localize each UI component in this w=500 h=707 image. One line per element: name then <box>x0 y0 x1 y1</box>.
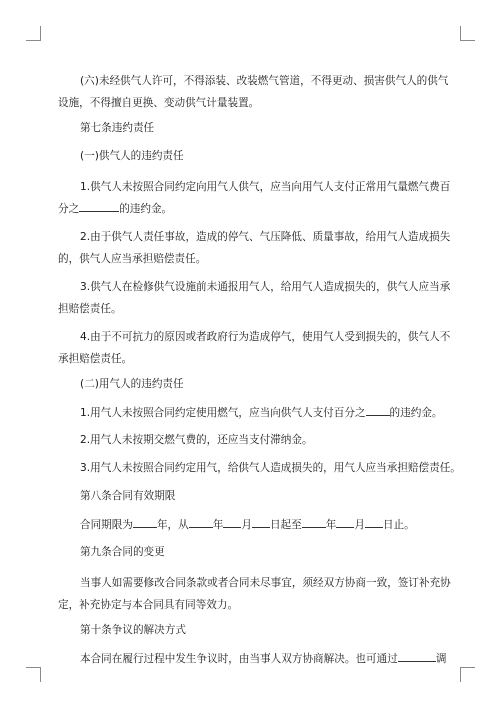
text-segment: 月 <box>241 519 252 531</box>
paragraph-no-tampering <box>58 70 449 114</box>
fill-blank <box>79 200 119 212</box>
fill-blank <box>398 650 436 662</box>
paragraph-line: 担赔偿责任。 <box>58 303 122 315</box>
paragraph-amendment <box>58 572 451 616</box>
fill-blank <box>223 516 241 528</box>
paragraph-contract-term <box>58 516 442 544</box>
paragraph-line: 设施，不得擅自更换、变动供气计量装置。 <box>58 97 260 109</box>
paragraph-line: 的，供气人应当承担赔偿责任。 <box>58 253 207 265</box>
fill-blank <box>133 516 157 528</box>
text-segment: 日止。 <box>382 519 415 531</box>
article-9-heading: 第九条合同的变更 <box>80 546 165 558</box>
text-segment: 的违约金。 <box>389 407 443 419</box>
article-7-heading: 第七条违约责任 <box>80 122 155 134</box>
crop-mark-top-right <box>460 26 475 41</box>
paragraph-line: 3.供气人在检修供气设施前未通报用气人，给用气人造成损失的，供气人应当承 <box>80 281 451 293</box>
fill-blank <box>252 516 270 528</box>
fill-blank <box>336 516 354 528</box>
text-segment: 月 <box>354 519 365 531</box>
fill-blank <box>366 404 390 416</box>
article-8-heading: 第八条合同有效期限 <box>80 490 176 502</box>
text-segment: 年，从 <box>156 519 189 531</box>
text-segment: 本合同在履行过程中发生争议时，由当事人双方协商解决。也可通过 <box>80 653 398 665</box>
paragraph-dispute <box>58 650 447 678</box>
crop-mark-bottom-left <box>26 667 41 682</box>
crop-mark-bottom-right <box>460 667 475 682</box>
supplier-liability-heading: (一)供气人的违约责任 <box>80 150 184 162</box>
paragraph-line: (六)未经供气人许可，不得添装、改装燃气管道，不得更动、损害供气人的供气 <box>80 75 449 87</box>
article-10-heading: 第十条争议的解决方式 <box>80 624 186 636</box>
paragraph-line: 定，补充协定与本合同具有同等效力。 <box>58 599 239 611</box>
paragraph-supplier-2 <box>58 226 451 270</box>
paragraph-line <box>58 198 442 220</box>
fill-blank <box>189 516 213 528</box>
text-segment: 调 <box>435 653 447 665</box>
paragraph-line: 1.供气人未按照合同约定向用气人供气，应当向用气人支付正常用气量燃气费百 <box>80 181 451 193</box>
text-segment: 年 <box>325 519 337 531</box>
document-body <box>58 70 461 678</box>
fill-blank <box>302 516 326 528</box>
paragraph-line: 当事人如需要修改合同条款或者合同未尽事宜，须经双方协商一致，签订补充协 <box>80 577 451 589</box>
crop-mark-top-left <box>26 26 41 41</box>
text-segment: 分之 <box>58 203 80 215</box>
paragraph-user-1 <box>58 404 442 432</box>
fill-blank <box>365 516 383 528</box>
text-segment: 年 <box>212 519 224 531</box>
text-segment: 1.用气人未按照合同约定使用燃气，应当向供气人支付百分之 <box>80 407 366 419</box>
text-segment: 合同期限为 <box>80 519 133 531</box>
paragraph-supplier-4 <box>58 326 451 370</box>
paragraph-line: 承担赔偿责任。 <box>58 353 133 365</box>
paragraph-user-3: 3.用气人未按照合同约定用气，给供气人造成损失的，用气人应当承担赔偿责任。 <box>80 462 461 474</box>
paragraph-supplier-1 <box>58 176 451 220</box>
paragraph-line: 4.由于不可抗力的原因或者政府行为造成停气，使用气人受到损失的，供气人不 <box>80 331 451 343</box>
paragraph-user-2: 2.用气人未按期交燃气费的，还应当支付滞纳金。 <box>80 434 313 446</box>
paragraph-supplier-3 <box>58 276 451 320</box>
text-segment: 日起至 <box>269 519 302 531</box>
user-liability-heading: (二)用气人的违约责任 <box>80 378 184 390</box>
text-segment: 的违约金。 <box>119 203 173 215</box>
paragraph-line: 2.由于供气人责任事故，造成的停气、气压降低、质量事故，给用气人造成损失 <box>80 231 451 243</box>
